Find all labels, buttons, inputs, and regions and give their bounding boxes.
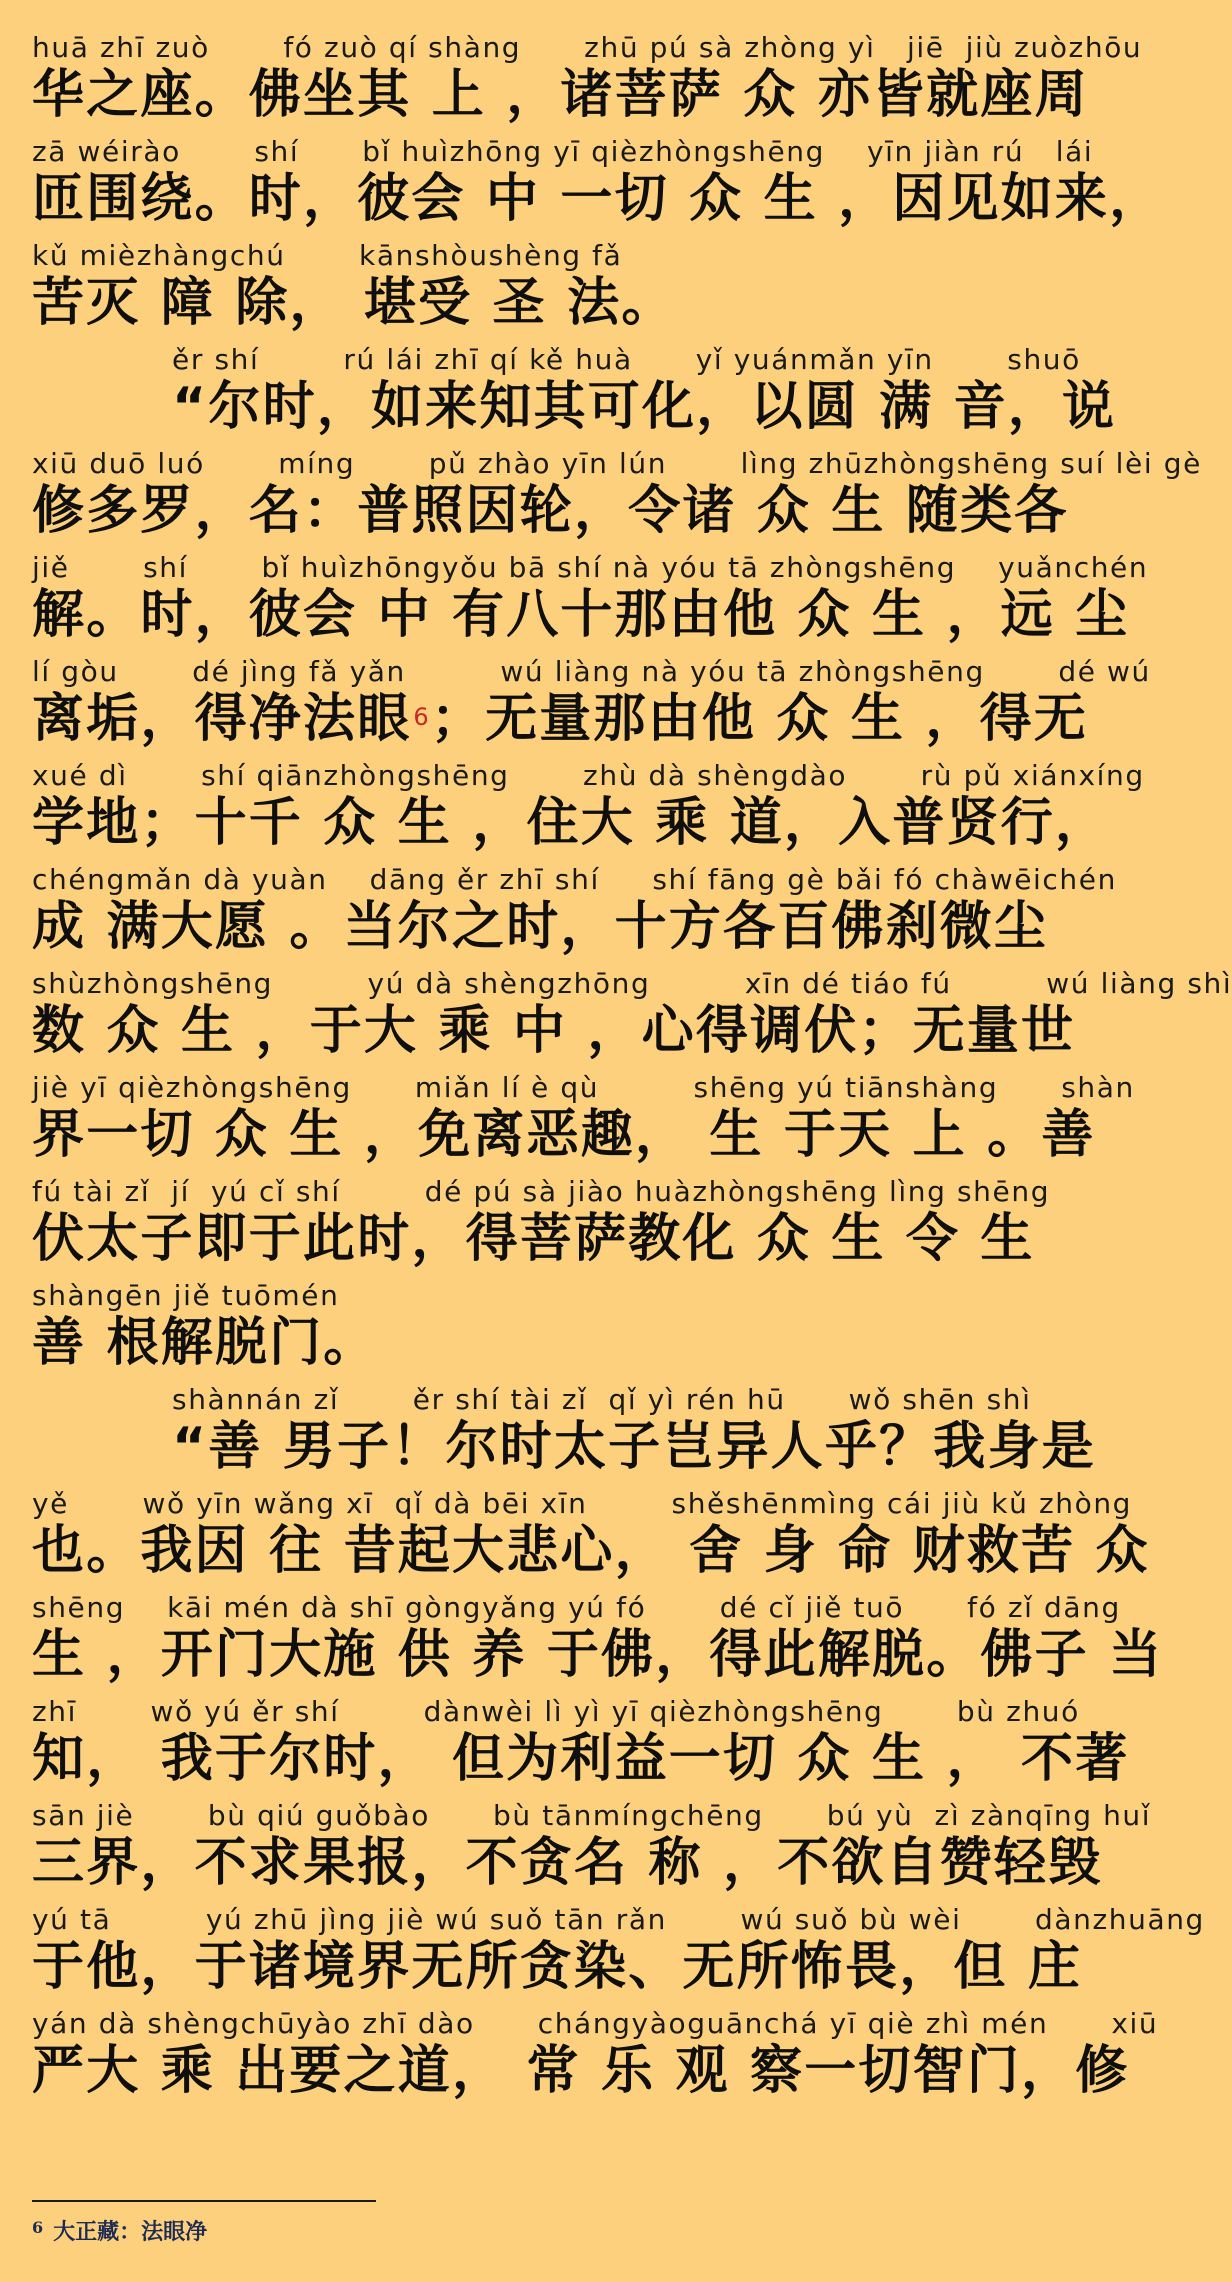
pinyin-annotation: fú tài zǐ jí yú cǐ shí dé pú sà jiào huàzhòngshēng lìng shēng — [32, 1175, 1051, 1208]
text-line — [32, 134, 1164, 238]
footnote-divider — [32, 2200, 376, 2202]
pinyin-annotation: lí gòu dé jìng fǎ yǎn wú liàng nà yóu tā zhòngshēng dé wú — [32, 655, 1151, 688]
chinese-text: “尔时，如来知其可化，以圆 满 音，说 — [172, 377, 1117, 437]
footnote-mark: 6 — [32, 2218, 44, 2237]
footnote-reference[interactable]: 6 — [413, 703, 431, 731]
pinyin-annotation: huā zhī zuò fó zuò qí shàng zhū pú sà zhòng yì jiē jiù zuòzhōu — [32, 31, 1143, 64]
text-line — [32, 1694, 1130, 1798]
chinese-text: 解。时，彼会 中 有八十那由他 众 生 ，远 尘 — [32, 585, 1130, 645]
chinese-text: 成 满大愿 。当尔之时，十方各百佛刹微尘 — [32, 897, 1049, 957]
pinyin-annotation: ěr shí rú lái zhī qí kě huà yǐ yuánmǎn yīn shuō — [172, 343, 1081, 376]
pinyin-annotation: chéngmǎn dà yuàn dāng ěr zhī shí shí fāng gè bǎi fó chàwēichén — [32, 863, 1117, 896]
text-line — [172, 342, 1117, 446]
pinyin-annotation: yě wǒ yīn wǎng xī qǐ dà bēi xīn shěshēnmìng cái jiù kǔ zhòng — [32, 1487, 1133, 1520]
text-line — [32, 550, 1149, 654]
text-line — [32, 1902, 1205, 2006]
chinese-text: 界一切 众 生 ，免离恶趣， 生 于天 上 。善 — [32, 1105, 1096, 1165]
text-line — [32, 1486, 1150, 1590]
chinese-text: 于他，于诸境界无所贪染、无所怖畏，但 庄 — [32, 1937, 1083, 1997]
text-line — [32, 2006, 1159, 2110]
text-line — [32, 446, 1202, 550]
pinyin-annotation: shàngēn jiě tuōmén — [32, 1279, 340, 1312]
pinyin-annotation: xiū duō luó míng pǔ zhào yīn lún lìng zhūzhòngshēng suí lèi gè — [32, 447, 1202, 480]
chinese-text: 严大 乘 出要之道， 常 乐 观 察一切智门，修 — [32, 2041, 1130, 2101]
text-line — [32, 1070, 1135, 1174]
pinyin-annotation: shēng kāi mén dà shī gòngyǎng yú fó dé cǐ jiě tuō fó zǐ dāng — [32, 1591, 1121, 1624]
chinese-text: “善 男子！尔时太子岂异人乎？我身是 — [172, 1417, 1096, 1477]
text-line — [32, 966, 1232, 1070]
chinese-text: 善 根解脱门。 — [32, 1313, 378, 1373]
chinese-text: 三界，不求果报，不贪名 称 ，不欲自赞轻毁 — [32, 1833, 1103, 1893]
pinyin-annotation: zā wéirào shí bǐ huìzhōng yī qièzhòngshēng yīn jiàn rú lái — [32, 135, 1094, 168]
pinyin-annotation: shànnán zǐ ěr shí tài zǐ qǐ yì rén hū wǒ shēn shì — [172, 1383, 1032, 1416]
footnote-text: 大正藏：法眼净 — [53, 2219, 208, 2245]
pinyin-annotation: kǔ mièzhàngchú kānshòushèng fǎ — [32, 239, 623, 272]
pinyin-annotation: yán dà shèngchūyào zhī dào chángyàoguānchá yī qiè zhì mén xiū — [32, 2007, 1159, 2040]
chinese-text: 知， 我于尔时， 但为利益一切 众 生 ， 不著 — [32, 1729, 1130, 1789]
pinyin-annotation: xué dì shí qiānzhòngshēng zhù dà shèngdào rù pǔ xiánxíng — [32, 759, 1145, 792]
text-line — [32, 1798, 1152, 1902]
text-line — [32, 654, 1151, 758]
pinyin-annotation: yú tā yú zhū jìng jiè wú suǒ tān rǎn wú suǒ bù wèi dànzhuāng — [32, 1903, 1205, 1936]
chinese-text: 也。我因 往 昔起大悲心， 舍 身 命 财救苦 众 — [32, 1521, 1150, 1581]
text-line — [32, 30, 1143, 134]
pinyin-annotation: zhī wǒ yú ěr shí dànwèi lì yì yī qièzhòngshēng bù zhuó — [32, 1695, 1080, 1728]
pinyin-annotation: jiě shí bǐ huìzhōngyǒu bā shí nà yóu tā zhòngshēng yuǎnchén — [32, 551, 1149, 584]
text-line — [32, 1278, 1048, 1382]
chinese-text-segment: ；无量那由他 众 生 ，得无 — [430, 689, 1089, 749]
pinyin-annotation: sān jiè bù qiú guǒbào bù tānmíngchēng bú yù zì zànqīng huǐ — [32, 1799, 1152, 1832]
chinese-text: 苦灭 障 除， 堪受 圣 法。 — [32, 273, 676, 333]
text-line — [32, 758, 1145, 862]
chinese-text: 华之座。佛坐其 上 ，诸菩萨 众 亦皆就座周 — [32, 65, 1089, 125]
chinese-text: 伏太子即于此时，得菩萨教化 众 生 令 生 — [32, 1209, 1035, 1269]
pinyin-annotation: jiè yī qièzhòngshēng miǎn lí è qù shēng yú tiānshàng shàn — [32, 1071, 1135, 1104]
footnote — [32, 2212, 207, 2252]
text-line — [32, 238, 1048, 342]
chinese-text: 修多罗，名：普照因轮，令诸 众 生 随类各 — [32, 481, 1069, 541]
chinese-text — [32, 682, 1089, 756]
text-line — [172, 1382, 1096, 1486]
chinese-text: 匝围绕。时，彼会 中 一切 众 生 ，因见如来， — [32, 169, 1164, 229]
text-line — [32, 1590, 1164, 1694]
pinyin-annotation: shùzhòngshēng yú dà shèngzhōng xīn dé tiáo fú wú liàng shì — [32, 967, 1232, 1000]
chinese-text: 学地；十千 众 生 ，住大 乘 道，入普贤行， — [32, 793, 1110, 853]
chinese-text-segment: 离垢，得净法眼 — [32, 689, 412, 749]
text-line — [32, 1174, 1051, 1278]
chinese-text: 生 ，开门大施 供 养 于佛，得此解脱。佛子 当 — [32, 1625, 1164, 1685]
chinese-text: 数 众 生 ，于大 乘 中 ，心得调伏；无量世 — [32, 1001, 1076, 1061]
text-line — [32, 862, 1117, 966]
